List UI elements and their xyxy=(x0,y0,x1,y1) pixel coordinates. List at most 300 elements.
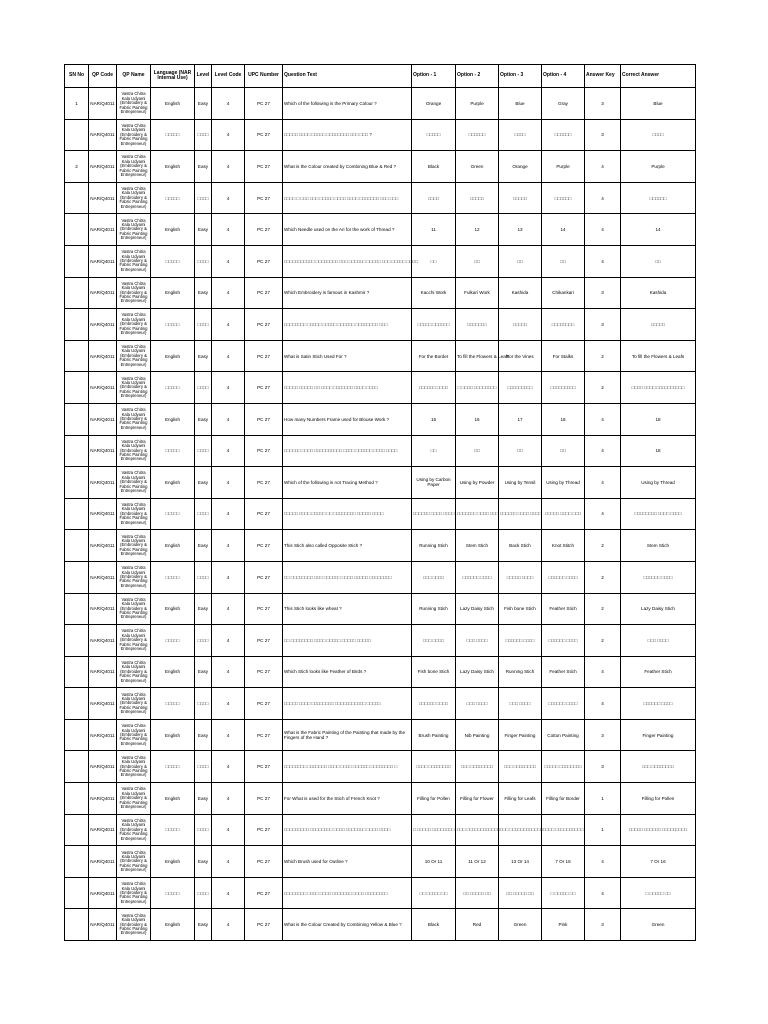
cell-question-text: Which of the following is not Tracing Method ? xyxy=(283,467,412,499)
cell-qp-name: Vastra Chitra Kala Udyami (Embroidery & Fabric Painting Entrepreneur) xyxy=(117,625,151,657)
cell-upc-number: PC 27 xyxy=(245,119,283,151)
cell-qp-code: NAR/Q4011 xyxy=(89,530,117,562)
cell-answer-key: 4 xyxy=(585,403,621,435)
cell-qp-name: Vastra Chitra Kala Udyami (Embroidery & Fabric Painting Entrepreneur) xyxy=(117,372,151,404)
cell-option-4: □□□□□□ xyxy=(542,182,585,214)
cell-language: English xyxy=(151,277,195,309)
table-row xyxy=(65,119,696,151)
cell-question-text: What is the Colour created by Combining Blue & Red ? xyxy=(283,151,412,183)
cell-answer-key: 2 xyxy=(585,625,621,657)
cell-language: English xyxy=(151,783,195,815)
cell-option-4: □□□□□□ □□□□ xyxy=(542,561,585,593)
cell-correct-answer: □□□□□ □□□□□□ □□□□□□□□□ xyxy=(621,814,696,846)
cell-question-text: □□ □□□□□□□□ □□□ □□□□□□ □□□□ □□□□□ □□□□□□□□ xyxy=(283,561,412,593)
cell-option-1: 15 xyxy=(412,403,456,435)
cell-option-1: 10 Or 11 xyxy=(412,846,456,878)
cell-option-3: Green xyxy=(499,909,542,941)
cell-level-code: 4 xyxy=(212,88,245,120)
cell-question-text: How many Numbers Frame used for Blouse Work ? xyxy=(283,403,412,435)
cell-level-code: 4 xyxy=(212,751,245,783)
cell-language: □□□□□ xyxy=(151,119,195,151)
table-row xyxy=(65,909,696,941)
table-row xyxy=(65,214,696,246)
cell-option-1: 11 xyxy=(412,214,456,246)
cell-option-1: Black xyxy=(412,151,456,183)
cell-option-3: 13 xyxy=(499,214,542,246)
cell-answer-key: 3 xyxy=(585,88,621,120)
cell-sn xyxy=(65,309,89,341)
cell-correct-answer: Purple xyxy=(621,151,696,183)
cell-option-4: □□□□ □□□□□□□□□□ xyxy=(542,814,585,846)
cell-level: Easy xyxy=(195,846,212,878)
table-row xyxy=(65,688,696,720)
cell-sn xyxy=(65,846,89,878)
cell-upc-number: PC 27 xyxy=(245,498,283,530)
cell-option-3: □□□ □□□□□□□□□□□□ xyxy=(499,814,542,846)
cell-option-2: Filling for Flower xyxy=(456,783,499,815)
cell-option-1: Brush Painting xyxy=(412,719,456,751)
cell-qp-name: Vastra Chitra Kala Udyami (Embroidery & Fabric Painting Entrepreneur) xyxy=(117,593,151,625)
cell-option-3: Running Stich xyxy=(499,656,542,688)
cell-level-code: 4 xyxy=(212,877,245,909)
cell-question-text: □□□□□ □□□□□ □□ □□□□ □□□□□□□ □□□□ □□□□ xyxy=(283,372,412,404)
cell-answer-key: 4 xyxy=(585,245,621,277)
cell-correct-answer: □□ xyxy=(621,245,696,277)
cell-question-text: What is the Fabric Painting of the Painting that made by the Fingers of the Hand ? xyxy=(283,719,412,751)
table-row xyxy=(65,435,696,467)
cell-option-4: □□□□□□ xyxy=(542,119,585,151)
cell-qp-name: Vastra Chitra Kala Udyami (Embroidery & Fabric Painting Entrepreneur) xyxy=(117,656,151,688)
cell-sn xyxy=(65,719,89,751)
cell-language: English xyxy=(151,846,195,878)
cell-language: □□□□□ xyxy=(151,435,195,467)
cell-question-text: Which Needle used on the Ari for the work of Thread ? xyxy=(283,214,412,246)
cell-level: Easy xyxy=(195,214,212,246)
cell-option-1: □□ xyxy=(412,245,456,277)
cell-qp-name: Vastra Chitra Kala Udyami (Embroidery & Fabric Painting Entrepreneur) xyxy=(117,340,151,372)
cell-language: English xyxy=(151,214,195,246)
cell-level-code: 4 xyxy=(212,656,245,688)
cell-option-3: Fish bone Stich xyxy=(499,593,542,625)
cell-answer-key: 2 xyxy=(585,530,621,562)
cell-answer-key: 4 xyxy=(585,182,621,214)
cell-level-code: 4 xyxy=(212,182,245,214)
cell-option-2: Lazy Daisy Stich xyxy=(456,656,499,688)
cell-qp-name: Vastra Chitra Kala Udyami (Embroidery & Fabric Painting Entrepreneur) xyxy=(117,719,151,751)
cell-sn: 1 xyxy=(65,88,89,120)
header-option-1: Option - 1 xyxy=(412,65,456,88)
cell-level-code: 4 xyxy=(212,245,245,277)
cell-sn xyxy=(65,245,89,277)
cell-upc-number: PC 27 xyxy=(245,467,283,499)
cell-question-text: This Stich also called Opposite Stich ? xyxy=(283,530,412,562)
cell-question-text: What is the Colour Created by Combining Yellow & Blue ? xyxy=(283,909,412,941)
cell-language: English xyxy=(151,340,195,372)
cell-answer-key: 4 xyxy=(585,151,621,183)
cell-language: □□□□□ xyxy=(151,751,195,783)
cell-sn xyxy=(65,277,89,309)
cell-option-2: 16 xyxy=(456,403,499,435)
cell-qp-code: NAR/Q4011 xyxy=(89,498,117,530)
cell-option-4: □ □□□□□ □□ xyxy=(542,877,585,909)
cell-question-text: □□□□□□□□ □□□□□□□ □□□□ □□□□ □□□□□□ □□□□□□□□ □ xyxy=(283,751,412,783)
cell-level: Easy xyxy=(195,403,212,435)
cell-language: □□□□□ xyxy=(151,814,195,846)
cell-upc-number: PC 27 xyxy=(245,309,283,341)
cell-qp-name: Vastra Chitra Kala Udyami (Embroidery & Fabric Painting Entrepreneur) xyxy=(117,530,151,562)
cell-correct-answer: 18 xyxy=(621,403,696,435)
cell-level-code: 4 xyxy=(212,340,245,372)
cell-upc-number: PC 27 xyxy=(245,846,283,878)
cell-option-1: Filling for Pollen xyxy=(412,783,456,815)
cell-qp-name: Vastra Chitra Kala Udyami (Embroidery & Fabric Painting Entrepreneur) xyxy=(117,214,151,246)
cell-language: English xyxy=(151,403,195,435)
cell-level: Easy xyxy=(195,88,212,120)
cell-upc-number: PC 27 xyxy=(245,877,283,909)
cell-qp-name: Vastra Chitra Kala Udyami (Embroidery & Fabric Painting Entrepreneur) xyxy=(117,561,151,593)
cell-qp-name: Vastra Chitra Kala Udyami (Embroidery & Fabric Painting Entrepreneur) xyxy=(117,309,151,341)
cell-option-1: Using by Carbon Paper xyxy=(412,467,456,499)
header-row xyxy=(65,65,696,88)
cell-correct-answer: □ □□□□□ □□ xyxy=(621,877,696,909)
header-qp-code: QP Code xyxy=(89,65,117,88)
cell-level: □□□□ xyxy=(195,877,212,909)
cell-option-3: 13 Or 14 xyxy=(499,846,542,878)
cell-option-1: For the Border xyxy=(412,340,456,372)
cell-option-3: □□ xyxy=(499,245,542,277)
cell-option-2: □□□ □□□□□□□□ xyxy=(456,751,499,783)
cell-answer-key: 1 xyxy=(585,814,621,846)
cell-correct-answer: □□□□□ xyxy=(621,309,696,341)
cell-correct-answer: Kashida xyxy=(621,277,696,309)
cell-level: □□□□ xyxy=(195,498,212,530)
table-row xyxy=(65,277,696,309)
cell-level-code: 4 xyxy=(212,498,245,530)
table-row xyxy=(65,340,696,372)
cell-language: English xyxy=(151,909,195,941)
cell-sn xyxy=(65,182,89,214)
cell-correct-answer: Green xyxy=(621,909,696,941)
cell-qp-name: Vastra Chitra Kala Udyami (Embroidery & Fabric Painting Entrepreneur) xyxy=(117,783,151,815)
cell-language: English xyxy=(151,719,195,751)
cell-level-code: 4 xyxy=(212,467,245,499)
cell-option-2: □□□□□ xyxy=(456,182,499,214)
header-answer-key: Answer Key xyxy=(585,65,621,88)
cell-answer-key: 2 xyxy=(585,561,621,593)
cell-qp-name: Vastra Chitra Kala Udyami (Embroidery & Fabric Painting Entrepreneur) xyxy=(117,909,151,941)
cell-sn xyxy=(65,783,89,815)
cell-option-4: Chikankari xyxy=(542,277,585,309)
cell-option-2: To fill the Flowers & Leafs xyxy=(456,340,499,372)
cell-option-2: □□ □□□□□ □□ xyxy=(456,877,499,909)
cell-qp-code: NAR/Q4011 xyxy=(89,561,117,593)
header-level: Level xyxy=(195,65,212,88)
table-row xyxy=(65,846,696,878)
cell-option-3: □□ □□□□□ □□ xyxy=(499,877,542,909)
cell-answer-key: 3 xyxy=(585,277,621,309)
cell-level: □□□□ xyxy=(195,182,212,214)
cell-option-1: Black xyxy=(412,909,456,941)
cell-answer-key: 4 xyxy=(585,498,621,530)
cell-option-3: Blue xyxy=(499,88,542,120)
cell-upc-number: PC 27 xyxy=(245,751,283,783)
cell-correct-answer: Using by Thread xyxy=(621,467,696,499)
cell-option-3: Filling for Leafs xyxy=(499,783,542,815)
cell-upc-number: PC 27 xyxy=(245,530,283,562)
cell-answer-key: 4 xyxy=(585,467,621,499)
cell-level: □□□□ xyxy=(195,245,212,277)
cell-upc-number: PC 27 xyxy=(245,88,283,120)
table-row xyxy=(65,309,696,341)
cell-upc-number: PC 27 xyxy=(245,719,283,751)
cell-option-2: Stem Stich xyxy=(456,530,499,562)
table-row xyxy=(65,814,696,846)
cell-option-1: □□□□ □□□□□□□□ xyxy=(412,751,456,783)
cell-answer-key: 2 xyxy=(585,372,621,404)
table-row xyxy=(65,783,696,815)
cell-sn xyxy=(65,688,89,720)
cell-sn xyxy=(65,656,89,688)
cell-level-code: 4 xyxy=(212,593,245,625)
cell-option-3: □□□ □□□□ xyxy=(499,688,542,720)
cell-level: Easy xyxy=(195,467,212,499)
cell-level-code: 4 xyxy=(212,561,245,593)
cell-option-1: Orange xyxy=(412,88,456,120)
cell-level: □□□□ xyxy=(195,309,212,341)
cell-upc-number: PC 27 xyxy=(245,783,283,815)
cell-option-1: Running Stich xyxy=(412,593,456,625)
cell-sn xyxy=(65,467,89,499)
cell-option-3: Orange xyxy=(499,151,542,183)
cell-question-text: □□ □□□□□□□□ □□□□ □□□□□ □□□□□ □□□□□ xyxy=(283,625,412,657)
cell-option-4: 18 xyxy=(542,403,585,435)
cell-qp-code: NAR/Q4011 xyxy=(89,593,117,625)
cell-level-code: 4 xyxy=(212,688,245,720)
cell-sn xyxy=(65,498,89,530)
cell-upc-number: PC 27 xyxy=(245,435,283,467)
table-row xyxy=(65,88,696,120)
cell-level: Easy xyxy=(195,340,212,372)
header-question-text: Question Text xyxy=(283,65,412,88)
cell-qp-name: Vastra Chitra Kala Udyami (Embroidery & Fabric Painting Entrepreneur) xyxy=(117,751,151,783)
cell-qp-name: Vastra Chitra Kala Udyami (Embroidery & Fabric Painting Entrepreneur) xyxy=(117,88,151,120)
cell-answer-key: 4 xyxy=(585,688,621,720)
cell-qp-name: Vastra Chitra Kala Udyami (Embroidery & Fabric Painting Entrepreneur) xyxy=(117,119,151,151)
cell-option-3: □□□□□□ □□□□ xyxy=(499,625,542,657)
cell-correct-answer: □□□□□□ □□□□ xyxy=(621,688,696,720)
cell-answer-key: 2 xyxy=(585,340,621,372)
cell-option-2: Fulkari Work xyxy=(456,277,499,309)
cell-answer-key: 4 xyxy=(585,846,621,878)
table-row xyxy=(65,467,696,499)
cell-option-4: □□□□□□ □□□□ xyxy=(542,688,585,720)
cell-language: □□□□□ xyxy=(151,309,195,341)
cell-option-2: □□□□□□□ xyxy=(456,309,499,341)
cell-option-3: Back Stich xyxy=(499,530,542,562)
cell-option-4: For Stalks xyxy=(542,340,585,372)
cell-correct-answer: □□□□□□ xyxy=(621,182,696,214)
cell-qp-code: NAR/Q4011 xyxy=(89,182,117,214)
cell-option-2: □□□ □□□□□□□□□□□□ xyxy=(456,814,499,846)
cell-upc-number: PC 27 xyxy=(245,688,283,720)
cell-level: Easy xyxy=(195,151,212,183)
cell-sn xyxy=(65,403,89,435)
cell-option-1: □□ xyxy=(412,435,456,467)
header-language: Language (NAR Internal Use) xyxy=(151,65,195,88)
header-sn: SN No xyxy=(65,65,89,88)
cell-level-code: 4 xyxy=(212,783,245,815)
cell-option-2: 12 xyxy=(456,214,499,246)
cell-question-text: What is Satin Stich Used For ? xyxy=(283,340,412,372)
cell-qp-code: NAR/Q4011 xyxy=(89,214,117,246)
cell-qp-name: Vastra Chitra Kala Udyami (Embroidery & Fabric Painting Entrepreneur) xyxy=(117,467,151,499)
cell-upc-number: PC 27 xyxy=(245,909,283,941)
cell-option-4: □□□□□ □□□□ □□□ xyxy=(542,498,585,530)
cell-sn xyxy=(65,119,89,151)
cell-option-2: Red xyxy=(456,909,499,941)
cell-qp-code: NAR/Q4011 xyxy=(89,909,117,941)
cell-level-code: 4 xyxy=(212,372,245,404)
cell-correct-answer: 14 xyxy=(621,214,696,246)
cell-question-text: Which Stich looks like Feather of Birds ? xyxy=(283,656,412,688)
cell-language: □□□□□ xyxy=(151,245,195,277)
cell-correct-answer: Stem Stich xyxy=(621,530,696,562)
table-row xyxy=(65,625,696,657)
cell-option-1: □□□□□□ □□□□ □□□□ xyxy=(412,498,456,530)
cell-language: □□□□□ xyxy=(151,372,195,404)
cell-upc-number: PC 27 xyxy=(245,593,283,625)
cell-option-1: □ □□□□□ □□□□□□□□ xyxy=(412,814,456,846)
cell-sn xyxy=(65,814,89,846)
cell-option-2: Nib Painting xyxy=(456,719,499,751)
cell-question-text: Which Embroidery is famous in Kashmir ? xyxy=(283,277,412,309)
cell-level-code: 4 xyxy=(212,435,245,467)
cell-qp-name: Vastra Chitra Kala Udyami (Embroidery & Fabric Painting Entrepreneur) xyxy=(117,877,151,909)
cell-option-1: □□□□□□ □□□□ xyxy=(412,688,456,720)
cell-qp-code: NAR/Q4011 xyxy=(89,277,117,309)
table-row xyxy=(65,245,696,277)
cell-upc-number: PC 27 xyxy=(245,561,283,593)
cell-option-3: Using by Tensil xyxy=(499,467,542,499)
cell-option-1: □□□□ xyxy=(412,182,456,214)
table-row xyxy=(65,751,696,783)
cell-option-1: □□ □□□□□ □□ xyxy=(412,877,456,909)
cell-question-text: □□□□□□□□□ □□□□□□□□ □□□□ □□□□□□□ □□□□ □□□□ xyxy=(283,814,412,846)
header-level-code: Level Code xyxy=(212,65,245,88)
cell-option-3: Finger Painting xyxy=(499,719,542,751)
cell-option-3: □□□ □□□□□□□□ xyxy=(499,751,542,783)
cell-level-code: 4 xyxy=(212,277,245,309)
cell-answer-key: 4 xyxy=(585,656,621,688)
cell-option-1: □□□□□ □□□□□□ xyxy=(412,309,456,341)
cell-option-4: 7 Or 16 xyxy=(542,846,585,878)
cell-qp-code: NAR/Q4011 xyxy=(89,783,117,815)
cell-qp-name: Vastra Chitra Kala Udyami (Embroidery & Fabric Painting Entrepreneur) xyxy=(117,245,151,277)
cell-correct-answer: To fill the Flowers & Leafs xyxy=(621,340,696,372)
cell-sn xyxy=(65,909,89,941)
cell-option-3: □□□□□ □□□□ xyxy=(499,561,542,593)
cell-option-4: □□□□□□□□□ xyxy=(542,372,585,404)
cell-sn xyxy=(65,340,89,372)
cell-option-4: □□□□□□ □□□□ xyxy=(542,625,585,657)
cell-option-1: Running Stich xyxy=(412,530,456,562)
cell-qp-name: Vastra Chitra Kala Udyami (Embroidery & Fabric Painting Entrepreneur) xyxy=(117,277,151,309)
cell-qp-code: NAR/Q4011 xyxy=(89,88,117,120)
cell-language: □□□□□ xyxy=(151,561,195,593)
cell-question-text: □□□□□□□□□□□ □□□□□□□□ □□□ □□□□□□ □□□□□ □□□ □□□□□ □□□□ xyxy=(283,245,412,277)
cell-upc-number: PC 27 xyxy=(245,403,283,435)
cell-option-2: Lazy Daisy Stich xyxy=(456,593,499,625)
cell-option-2: □□□ □□□□ xyxy=(456,688,499,720)
cell-level-code: 4 xyxy=(212,814,245,846)
cell-option-3: □□□□ xyxy=(499,119,542,151)
cell-option-4: Feather Stich xyxy=(542,656,585,688)
cell-option-4: Cotton Painting xyxy=(542,719,585,751)
cell-level: □□□□ xyxy=(195,119,212,151)
cell-answer-key: 2 xyxy=(585,593,621,625)
cell-option-2: □□□□□□ □□□□ xyxy=(456,561,499,593)
cell-upc-number: PC 27 xyxy=(245,340,283,372)
cell-sn xyxy=(65,593,89,625)
cell-qp-code: NAR/Q4011 xyxy=(89,309,117,341)
cell-option-2: □□□ □□□□ xyxy=(456,625,499,657)
cell-option-2: Purple xyxy=(456,88,499,120)
cell-option-4: □□□□□□□□ xyxy=(542,309,585,341)
cell-qp-code: NAR/Q4011 xyxy=(89,751,117,783)
cell-option-4: Knot Stitch xyxy=(542,530,585,562)
cell-option-2: □□ xyxy=(456,435,499,467)
cell-qp-name: Vastra Chitra Kala Udyami (Embroidery & Fabric Painting Entrepreneur) xyxy=(117,846,151,878)
cell-option-3: □□□□□□□□□ xyxy=(499,372,542,404)
table-row xyxy=(65,656,696,688)
cell-qp-code: NAR/Q4011 xyxy=(89,340,117,372)
cell-level: Easy xyxy=(195,783,212,815)
cell-upc-number: PC 27 xyxy=(245,814,283,846)
cell-level-code: 4 xyxy=(212,530,245,562)
cell-correct-answer: Filling for Pollen xyxy=(621,783,696,815)
cell-option-2: □□ xyxy=(456,245,499,277)
cell-upc-number: PC 27 xyxy=(245,245,283,277)
cell-level: Easy xyxy=(195,530,212,562)
cell-correct-answer: □□□ □□□□ xyxy=(621,625,696,657)
cell-correct-answer: 7 Or 16 xyxy=(621,846,696,878)
cell-sn xyxy=(65,435,89,467)
cell-answer-key: 3 xyxy=(585,719,621,751)
table-row xyxy=(65,403,696,435)
table-row xyxy=(65,561,696,593)
cell-answer-key: 3 xyxy=(585,309,621,341)
cell-upc-number: PC 27 xyxy=(245,625,283,657)
cell-language: □□□□□ xyxy=(151,182,195,214)
cell-level: □□□□ xyxy=(195,751,212,783)
cell-level-code: 4 xyxy=(212,846,245,878)
cell-correct-answer: □□□□ xyxy=(621,119,696,151)
cell-option-2: □□□□□□□ □□□□ □□□ xyxy=(456,498,499,530)
cell-option-4: Pink xyxy=(542,909,585,941)
cell-question-text: □□□□□ □□□□ □□□□□ □□□□□□□□ □□□ □□□ ? xyxy=(283,119,412,151)
cell-language: □□□□□ xyxy=(151,625,195,657)
cell-option-3: □□□□□ xyxy=(499,309,542,341)
cell-option-1: Kacchi Work xyxy=(412,277,456,309)
cell-qp-code: NAR/Q4011 xyxy=(89,245,117,277)
cell-question-text: For What is used for the Stich of French Knot ? xyxy=(283,783,412,815)
cell-qp-code: NAR/Q4011 xyxy=(89,403,117,435)
cell-answer-key: 3 xyxy=(585,909,621,941)
cell-qp-name: Vastra Chitra Kala Udyami (Embroidery & Fabric Painting Entrepreneur) xyxy=(117,688,151,720)
cell-qp-code: NAR/Q4011 xyxy=(89,719,117,751)
cell-option-2: □ □□□□ □□□□□□□□ xyxy=(456,372,499,404)
header-qp-name: QP Name xyxy=(117,65,151,88)
